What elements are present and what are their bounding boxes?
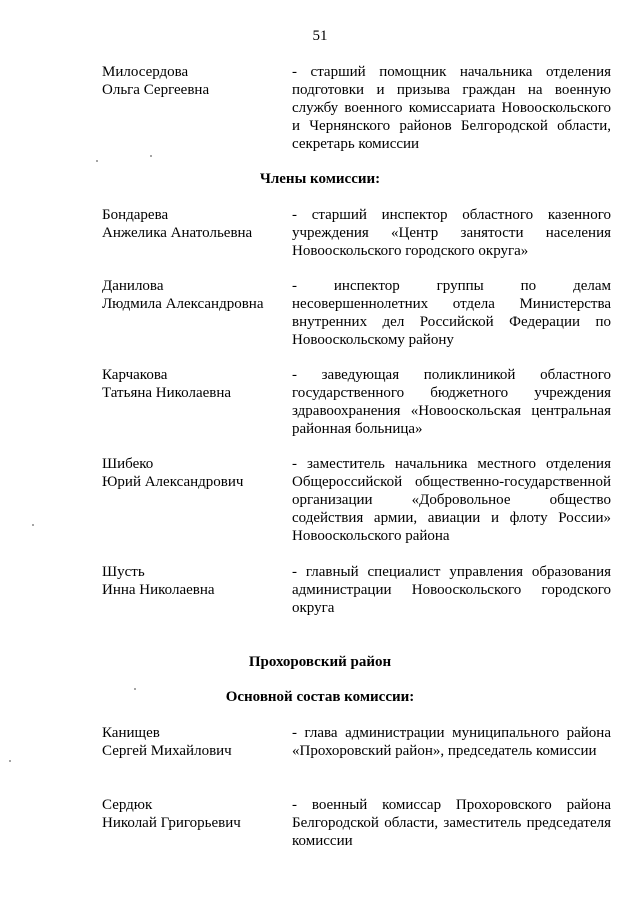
member-given-name: Людмила Александровна — [102, 296, 264, 312]
member-surname: Канищев — [102, 725, 160, 741]
section-heading-district: Прохоровский район — [248, 654, 392, 670]
member-name — [102, 796, 282, 832]
member-role: - заведующая поликлиникой областного государственного бюджетного учреждения здравоохранения «Новооскольская центральная районная больница» — [292, 367, 611, 437]
member-name — [102, 724, 282, 760]
member-name — [102, 563, 282, 599]
member-role: - заместитель начальника местного отделения Общероссийской общественно-государственной организации «Добровольное общество содействия армии, авиации и флоту России» Новооскольского района — [292, 456, 611, 544]
member-role: - глава администрации муниципального района «Прохоровский район», председатель комиссии — [292, 725, 611, 759]
member-name — [102, 366, 282, 402]
section-heading-main-composition: Основной состав комиссии: — [225, 689, 415, 705]
member-role: - главный специалист управления образования администрации Новооскольского городского округа — [292, 564, 611, 616]
scan-speck — [9, 760, 11, 762]
member-surname: Шусть — [102, 564, 145, 580]
member-name — [102, 455, 282, 491]
member-given-name: Анжелика Анатольевна — [102, 225, 253, 241]
member-role: - старший инспектор областного казенного учреждения «Центр занятости населения Новооскольского городского округа» — [292, 207, 611, 259]
member-given-name: Сергей Михайлович — [102, 743, 232, 759]
member-surname: Данилова — [102, 278, 164, 294]
section-heading-members: Члены комиссии: — [259, 171, 381, 187]
member-given-name: Инна Николаевна — [102, 582, 215, 598]
member-role: - старший помощник начальника отделения подготовки и призыва граждан на военную службу военного комиссариата Новооскольского и Чернянского районов Белгородской области, секретарь комиссии — [292, 64, 611, 152]
scan-speck — [96, 160, 98, 162]
member-given-name: Ольга Сергеевна — [102, 82, 210, 98]
member-role: - военный комиссар Прохоровского района Белгородской области, заместитель председателя комиссии — [292, 797, 611, 849]
member-name — [102, 277, 282, 313]
member-role: - инспектор группы по делам несовершеннолетних отдела Министерства внутренних дел Российской Федерации по Новооскольскому району — [292, 278, 611, 348]
scan-speck — [150, 155, 152, 157]
member-name — [102, 63, 282, 99]
member-surname: Милосердова — [102, 64, 189, 80]
member-name — [102, 206, 282, 242]
member-surname: Сердюк — [102, 797, 153, 813]
member-surname: Шибеко — [102, 456, 154, 472]
scan-speck — [32, 524, 34, 526]
member-given-name: Николай Григорьевич — [102, 815, 241, 831]
member-surname: Карчакова — [102, 367, 168, 383]
member-given-name: Татьяна Николаевна — [102, 385, 232, 401]
page-number: 51 — [312, 28, 328, 44]
member-surname: Бондарева — [102, 207, 169, 223]
scan-speck — [134, 688, 136, 690]
member-given-name: Юрий Александрович — [102, 474, 244, 490]
